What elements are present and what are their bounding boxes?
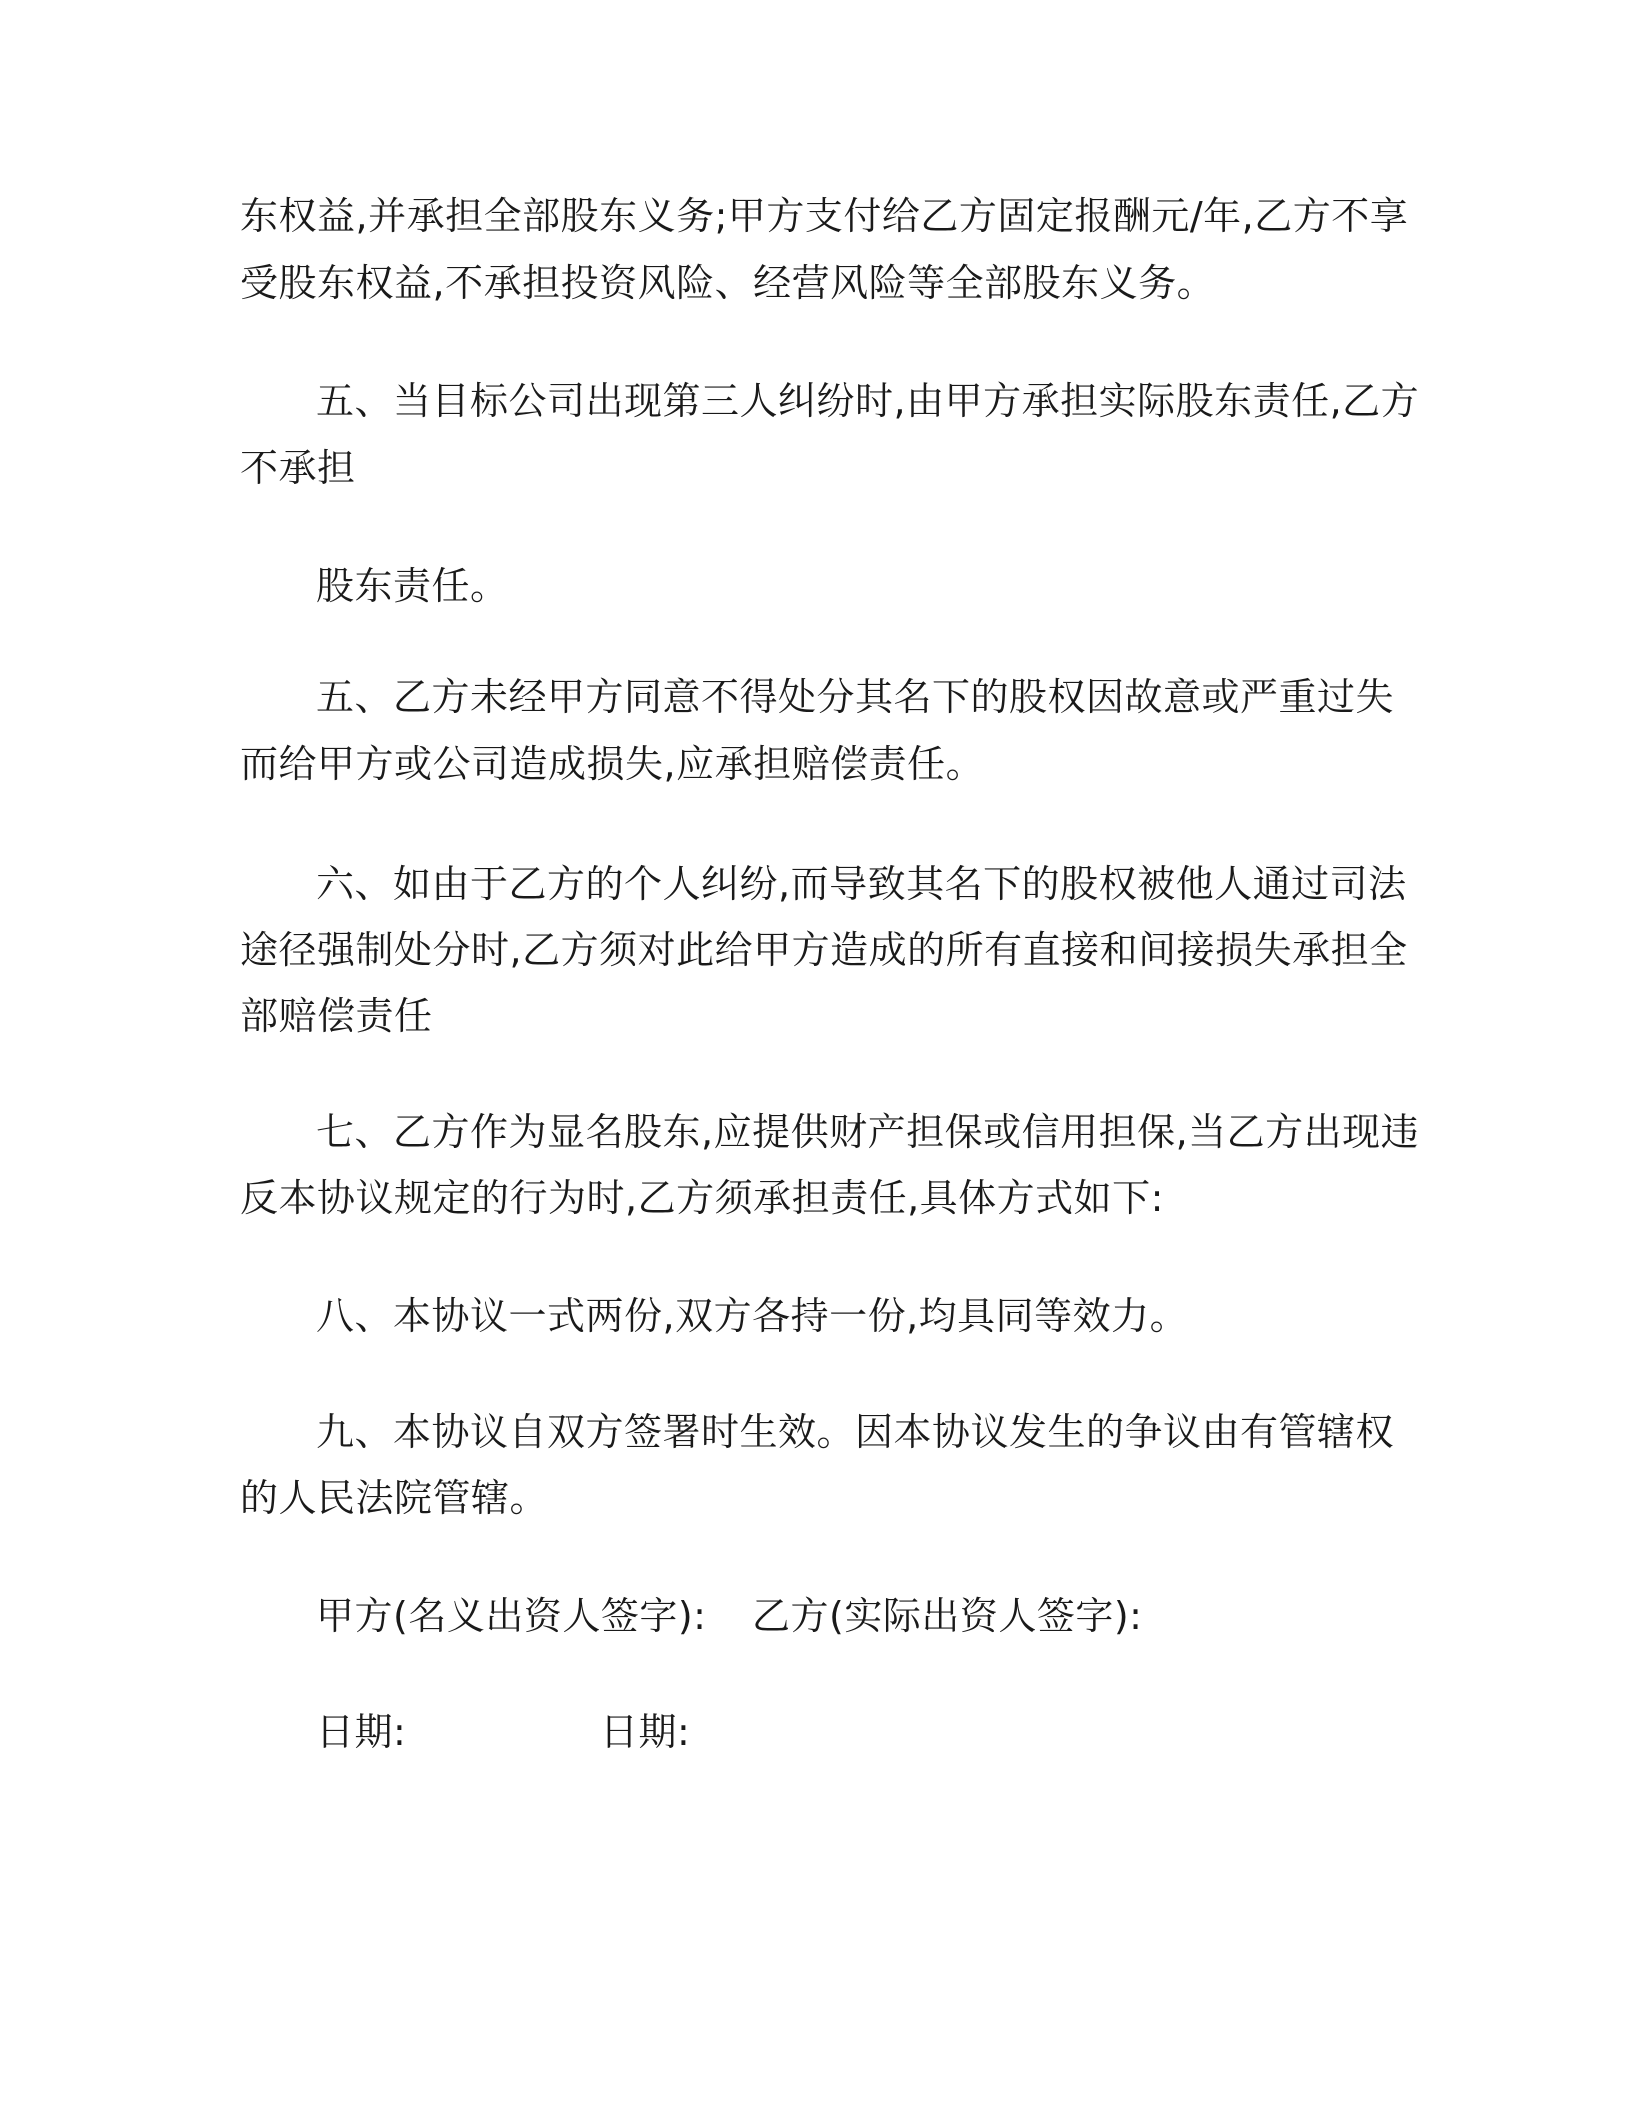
clause-nine-line: 的人民法院管辖。 (240, 1476, 549, 1520)
clause-five-a-line: 不承担 (240, 446, 356, 490)
clause-five-b-line: 而给甲方或公司造成损失,应承担赔偿责任。 (240, 742, 985, 786)
clause-six-line: 六、如由于乙方的个人纠纷,而导致其名下的股权被他人通过司法 (316, 862, 1407, 906)
clause-seven-line: 反本协议规定的行为时,乙方须承担责任,具体方式如下: (240, 1176, 1164, 1220)
paragraph-line: 东权益,并承担全部股东义务;甲方支付给乙方固定报酬元/年,乙方不享 (240, 194, 1409, 238)
party-b-date-label: 日期: (600, 1710, 691, 1754)
clause-eight-line: 八、本协议一式两份,双方各持一份,均具同等效力。 (316, 1294, 1189, 1338)
clause-seven-line: 七、乙方作为显名股东,应提供财产担保或信用担保,当乙方出现违 (316, 1110, 1420, 1154)
party-a-signature-label: 甲方(名义出资人签字): (316, 1594, 707, 1638)
party-a-date-label: 日期: (316, 1710, 407, 1754)
clause-five-a-line: 股东责任。 (316, 564, 509, 608)
paragraph-line: 受股东权益,不承担投资风险、经营风险等全部股东义务。 (240, 261, 1216, 305)
clause-six-line: 途径强制处分时,乙方须对此给甲方造成的所有直接和间接损失承担全 (240, 928, 1408, 972)
party-b-signature-label: 乙方(实际出资人签字): (752, 1594, 1143, 1638)
clause-five-a-line: 五、当目标公司出现第三人纠纷时,由甲方承担实际股东责任,乙方 (316, 379, 1420, 423)
clause-six-line: 部赔偿责任 (240, 994, 433, 1038)
clause-five-b-line: 五、乙方未经甲方同意不得处分其名下的股权因故意或严重过失 (316, 675, 1395, 719)
clause-nine-line: 九、本协议自双方签署时生效。因本协议发生的争议由有管辖权 (316, 1410, 1395, 1454)
